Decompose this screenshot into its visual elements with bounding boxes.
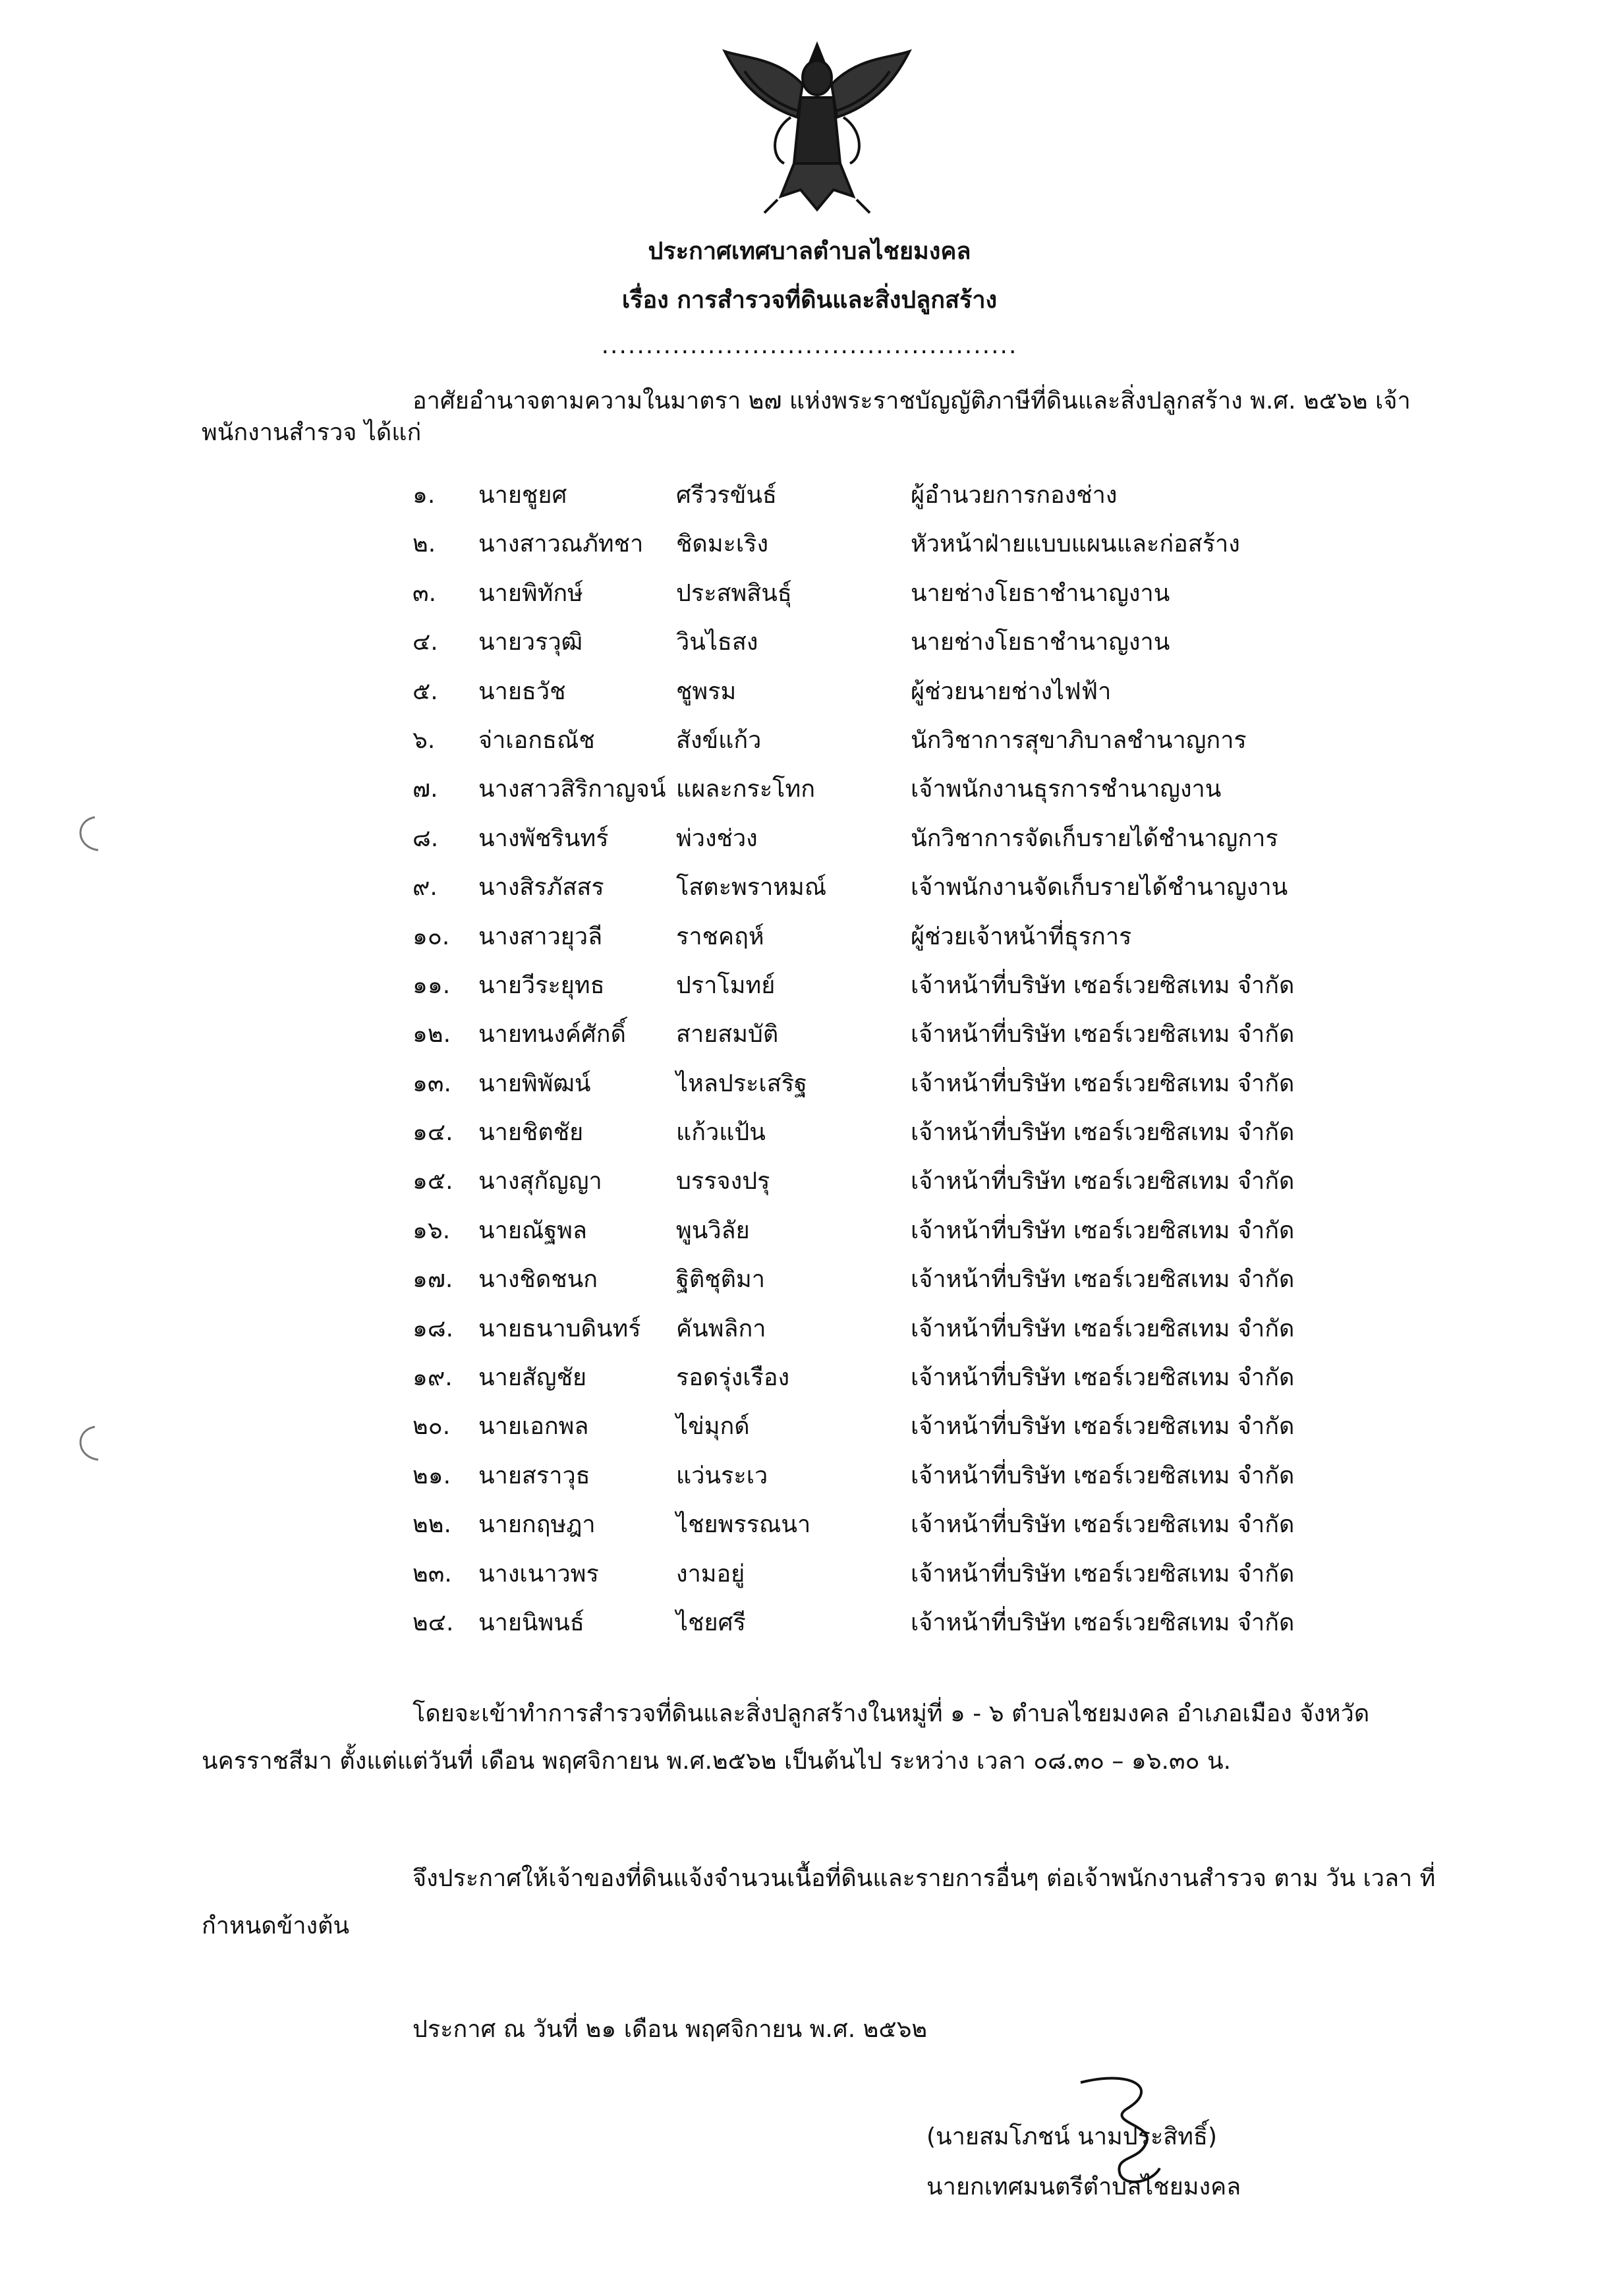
officer-position: นายช่างโยธาชำนาญงาน [911, 579, 1170, 607]
officer-first-name: นางสาวณภัทชา [478, 531, 644, 558]
officer-first-name: นางสิรภัสสร [478, 874, 604, 902]
officer-last-name: ไข่มุกด์ [676, 1413, 750, 1441]
officer-last-name: สายสมบัติ [676, 1021, 779, 1048]
officer-number: ๗. [412, 776, 438, 803]
officer-row [412, 623, 1566, 672]
officer-position: ผู้ช่วยเจ้าหน้าที่ธุรการ [911, 923, 1132, 950]
officer-position: เจ้าหน้าที่บริษัท เซอร์เวยซิสเทม จำกัด [911, 1462, 1295, 1489]
officer-first-name: นายชิตชัย [478, 1119, 584, 1147]
officer-number: ๑๖. [412, 1217, 451, 1244]
officer-number: ๒๔. [412, 1609, 454, 1636]
officer-row [412, 525, 1566, 573]
officer-row [412, 476, 1566, 525]
officer-position: หัวหน้าฝ่ายแบบแผนและก่อสร้าง [911, 531, 1240, 558]
officer-position: นายช่างโยธาชำนาญงาน [911, 629, 1170, 656]
notice-paragraph: จึงประกาศให้เจ้าของที่ดินแจ้งจำนวนเนื้อที่ดินและรายการอื่นๆ ต่อเจ้าพนักงานสำรวจ ตาม วัน เวลา ที่กำหนดข้างต้น [202, 1865, 1436, 1939]
officer-row [412, 1505, 1566, 1554]
officer-number: ๘. [412, 824, 439, 852]
officer-first-name: นางสาวยุวลี [478, 923, 603, 950]
officer-row [412, 1603, 1566, 1652]
officer-position: เจ้าหน้าที่บริษัท เซอร์เวยซิสเทม จำกัด [911, 1070, 1295, 1097]
officer-number: ๒๑. [412, 1462, 451, 1489]
officer-first-name: นายชูยศ [478, 482, 567, 509]
officer-last-name: วินไธสง [676, 629, 758, 656]
officer-row [412, 966, 1566, 1015]
officer-last-name: แว่นระเว [676, 1462, 768, 1489]
officer-last-name: บรรจงปรุ [676, 1168, 770, 1195]
officer-first-name: นายพิพัฒน์ [478, 1070, 591, 1097]
officer-first-name: นายกฤษฎา [478, 1511, 596, 1539]
officer-number: ๑๕. [412, 1168, 453, 1195]
officer-number: ๑๗. [412, 1266, 453, 1294]
officer-row [412, 1358, 1566, 1407]
officer-position: เจ้าหน้าที่บริษัท เซอร์เวยซิสเทม จำกัด [911, 1315, 1295, 1342]
officer-row [412, 672, 1566, 721]
survey-paragraph: โดยจะเข้าทำการสำรวจที่ดินและสิ่งปลูกสร้างในหมู่ที่ ๑ - ๖ ตำบลไชยมงคล อำเภอเมือง จังหวัดนครราชสีมา ตั้งแต่แต่วันที่ เดือน พฤศจิกายน พ.ศ.๒๕๖๒ เป็นต้นไป ระหว่าง เวลา ๐๘.๓๐ – ๑๖.๓๐ น. [202, 1700, 1370, 1775]
officer-last-name: ราชคฤห์ [676, 923, 764, 950]
officer-last-name: ไหลประเสริฐ [676, 1070, 807, 1097]
officer-first-name: นายวีระยุทธ [478, 971, 605, 999]
officer-number: ๓. [412, 579, 437, 607]
officer-position: ผู้ช่วยนายช่างไฟฟ้า [911, 677, 1112, 705]
officer-last-name: พ่วงช่วง [676, 824, 758, 852]
officer-number: ๙. [412, 874, 438, 902]
document-title: ประกาศเทศบาลตำบลไชยมงคล [648, 238, 971, 265]
officer-number: ๕. [412, 677, 438, 705]
officer-first-name: นางสุกัญญา [478, 1168, 602, 1195]
officer-last-name: ไชยพรรณนา [676, 1511, 811, 1539]
officer-last-name: แก้วแป้น [676, 1119, 766, 1147]
officer-position: ผู้อำนวยการกองช่าง [911, 482, 1118, 509]
officer-last-name: โสตะพราหมณ์ [676, 874, 827, 902]
officer-position: เจ้าหน้าที่บริษัท เซอร์เวยซิสเทม จำกัด [911, 971, 1295, 999]
officer-first-name: นางชิดชนก [478, 1266, 598, 1294]
officer-row [412, 819, 1566, 868]
officer-last-name: รอดรุ่งเรือง [676, 1364, 790, 1392]
officer-number: ๑๑. [412, 971, 451, 999]
signer-name: (นายสมโภชน์ นามประสิทธิ์) [926, 2123, 1218, 2150]
announcement-date: ประกาศ ณ วันที่ ๒๑ เดือน พฤศจิกายน พ.ศ. ๒๕๖๒ [412, 2016, 928, 2043]
officer-number: ๑๓. [412, 1070, 451, 1097]
officer-position: เจ้าหน้าที่บริษัท เซอร์เวยซิสเทม จำกัด [911, 1266, 1295, 1294]
officer-number: ๑๙. [412, 1364, 453, 1392]
officer-row [412, 1113, 1566, 1162]
officer-position: นักวิชาการสุขาภิบาลชำนาญการ [911, 726, 1247, 754]
officer-row [412, 1162, 1566, 1211]
officer-last-name: คันพลิกา [676, 1315, 766, 1342]
officer-number: ๔. [412, 629, 438, 656]
officer-number: ๒๒. [412, 1511, 451, 1539]
officer-first-name: นายเอกพล [478, 1413, 589, 1441]
officer-row [412, 1064, 1566, 1113]
officer-number: ๑. [412, 482, 436, 509]
officer-last-name: แผละกระโทก [676, 776, 816, 803]
officer-first-name: นายสัญชัย [478, 1364, 587, 1392]
officer-position: เจ้าหน้าที่บริษัท เซอร์เวยซิสเทม จำกัด [911, 1119, 1295, 1147]
officer-position: เจ้าหน้าที่บริษัท เซอร์เวยซิสเทม จำกัด [911, 1511, 1295, 1539]
officer-first-name: นายธนาบดินทร์ [478, 1315, 641, 1342]
officer-first-name: นายทนงค์ศักดิ์ [478, 1021, 626, 1048]
officer-number: ๑๐. [412, 923, 450, 950]
punch-hole-mark-icon [69, 814, 108, 853]
officer-last-name: ปราโมทย์ [676, 971, 776, 999]
officer-row [412, 1211, 1566, 1260]
officer-row [412, 770, 1566, 818]
officer-list [412, 476, 1566, 1652]
officer-first-name: นายวรวุฒิ [478, 629, 583, 656]
officer-last-name: ชูพรม [676, 677, 737, 705]
officer-first-name: นายนิพนธ์ [478, 1609, 584, 1636]
officer-number: ๑๘. [412, 1315, 454, 1342]
officer-position: เจ้าพนักงานจัดเก็บรายได้ชำนาญงาน [911, 874, 1288, 902]
officer-first-name: นางสาวสิริกาญจน์ [478, 776, 666, 803]
punch-hole-mark-icon [69, 1423, 108, 1463]
officer-first-name: นางพัชรินทร์ [478, 824, 609, 852]
intro-paragraph: อาศัยอำนาจตามความในมาตรา ๒๗ แห่งพระราชบัญญัติภาษีที่ดินและสิ่งปลูกสร้าง พ.ศ. ๒๕๖๒ เจ้าพนักงานสำรวจ ได้แก่ [202, 387, 1411, 446]
garuda-emblem-icon [718, 32, 916, 223]
officer-row [412, 1015, 1566, 1064]
officer-row [412, 1456, 1566, 1505]
officer-row [412, 1555, 1566, 1603]
officer-row [412, 917, 1566, 966]
officer-row [412, 721, 1566, 770]
officer-first-name: นายสราวุธ [478, 1462, 590, 1489]
officer-last-name: ประสพสินธุ์ [676, 579, 792, 607]
officer-row [412, 868, 1566, 917]
officer-number: ๒. [412, 531, 436, 558]
officer-row [412, 574, 1566, 623]
officer-last-name: ศรีวรขันธ์ [676, 482, 777, 509]
officer-first-name: นายณัฐพล [478, 1217, 587, 1244]
signer-block [926, 2112, 1241, 2212]
officer-row [412, 1407, 1566, 1456]
document-subject: เรื่อง การสำรวจที่ดินและสิ่งปลูกสร้าง [621, 287, 998, 314]
officer-last-name: ไชยศรี [676, 1609, 746, 1636]
officer-number: ๑๒. [412, 1021, 451, 1048]
officer-position: เจ้าหน้าที่บริษัท เซอร์เวยซิสเทม จำกัด [911, 1364, 1295, 1392]
officer-number: ๒๓. [412, 1560, 452, 1588]
officer-position: เจ้าหน้าที่บริษัท เซอร์เวยซิสเทม จำกัด [911, 1609, 1295, 1636]
officer-number: ๖. [412, 726, 436, 754]
officer-last-name: ชิดมะเริง [676, 531, 769, 558]
officer-last-name: ฐิติชุติมา [676, 1266, 765, 1294]
officer-position: เจ้าหน้าที่บริษัท เซอร์เวยซิสเทม จำกัด [911, 1413, 1295, 1441]
officer-position: เจ้าหน้าที่บริษัท เซอร์เวยซิสเทม จำกัด [911, 1560, 1295, 1588]
officer-first-name: นางเนาวพร [478, 1560, 599, 1588]
officer-row [412, 1260, 1566, 1309]
officer-last-name: งามอยู่ [676, 1560, 745, 1588]
officer-last-name: พูนวิลัย [676, 1217, 750, 1244]
officer-position: เจ้าหน้าที่บริษัท เซอร์เวยซิสเทม จำกัด [911, 1217, 1295, 1244]
officer-position: เจ้าหน้าที่บริษัท เซอร์เวยซิสเทม จำกัด [911, 1021, 1295, 1048]
officer-number: ๒๐. [412, 1413, 451, 1441]
officer-position: เจ้าหน้าที่บริษัท เซอร์เวยซิสเทม จำกัด [911, 1168, 1295, 1195]
officer-first-name: นายธวัช [478, 677, 566, 705]
officer-position: เจ้าพนักงานธุรการชำนาญงาน [911, 776, 1222, 803]
officer-number: ๑๔. [412, 1119, 453, 1147]
signer-title: นายกเทศมนตรีตำบลไชยมงคล [926, 2173, 1241, 2200]
officer-last-name: สังข์แก้ว [676, 726, 762, 754]
officer-position: นักวิชาการจัดเก็บรายได้ชำนาญการ [911, 824, 1278, 852]
separator-line: ............................................... [601, 332, 1018, 359]
officer-first-name: จ่าเอกธณัช [478, 726, 595, 754]
officer-row [412, 1309, 1566, 1358]
officer-first-name: นายพิทักษ์ [478, 579, 583, 607]
